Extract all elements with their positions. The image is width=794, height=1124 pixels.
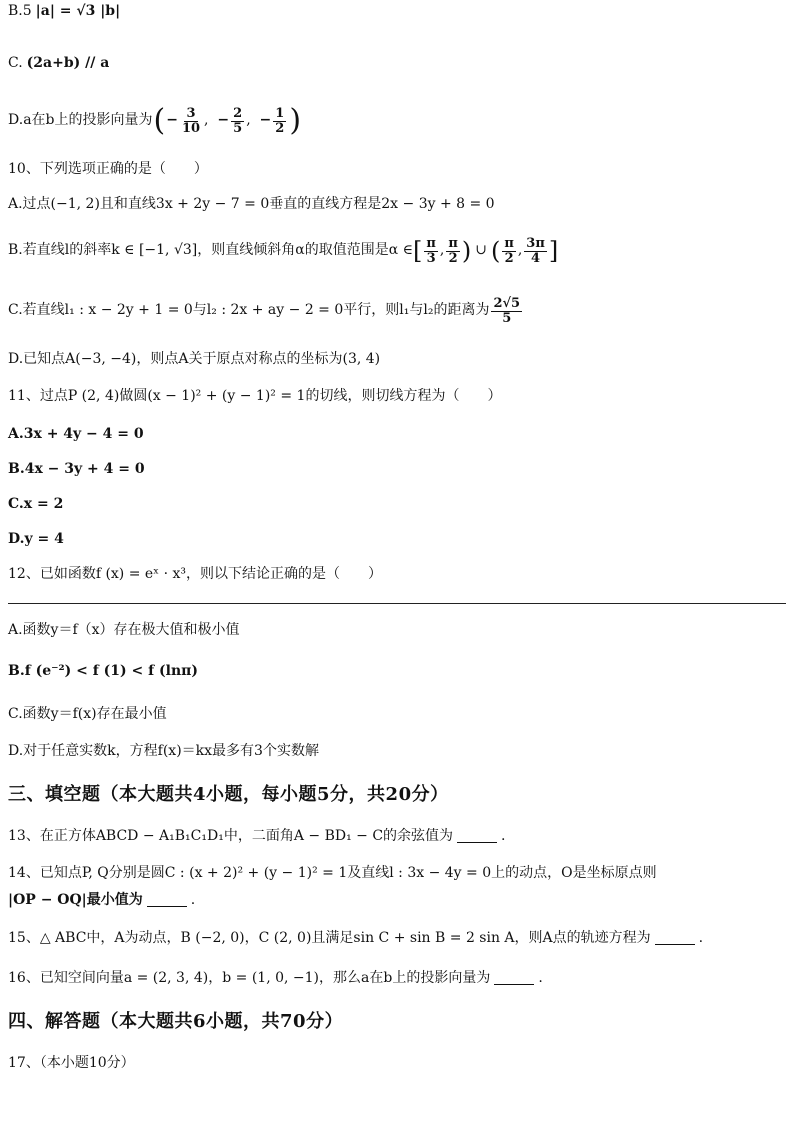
q10-option-d: [8, 352, 784, 367]
option-text: D.对于任意实数k，方程f(x)＝kx最多有3个实数解: [8, 743, 319, 759]
period: .: [501, 828, 506, 844]
question-text: 12、已如函数f (x) = eˣ · x³，则以下结论正确的是（ ）: [8, 566, 382, 582]
q12-option-c: [8, 707, 784, 722]
answer-blank[interactable]: [655, 932, 695, 945]
q10-option-a: [8, 197, 784, 212]
denominator: 5: [233, 120, 243, 136]
option-text: C.函数y＝f(x)存在最小值: [8, 706, 167, 722]
left-bracket: [: [412, 237, 423, 266]
minus-sign: −: [217, 112, 230, 129]
answer-blank[interactable]: [147, 894, 187, 907]
denominator: 5: [502, 310, 512, 326]
option-label: D.: [8, 112, 24, 129]
denominator: 2: [448, 250, 458, 266]
option-text: a在b上的投影向量为: [23, 112, 153, 129]
heading-text: 三、填空题（本大题共4小题，每小题5分，共20分）: [8, 784, 449, 805]
denominator: 4: [531, 250, 541, 266]
question-text: 14、已知点P, Q分别是圆C : (x + 2)² + (y − 1)² = 1及直线l : 3x − 4y = 0上的动点，O是坐标原点则: [8, 865, 657, 881]
fraction: [524, 237, 547, 265]
fraction: [446, 237, 460, 265]
option-text: C.若直线l₁ : x − 2y + 1 = 0与l₂ : 2x + ay − 2 = 0平行，则l₁与l₂的距离为: [8, 302, 490, 319]
q14-line2: [8, 893, 784, 908]
section-heading-fill-in: [8, 785, 784, 805]
q17: [8, 1056, 784, 1071]
numerator: π: [426, 236, 436, 251]
right-bracket: ]: [548, 237, 559, 266]
q10-option-c: [8, 297, 784, 325]
right-paren: ): [289, 103, 302, 138]
numerator: 2: [233, 105, 243, 121]
minus-sign: −: [166, 112, 178, 129]
q11-option-a: [8, 427, 784, 442]
heading-text: 四、解答题（本大题共6小题，共70分）: [8, 1011, 344, 1032]
numerator: π: [448, 236, 458, 251]
union-sign: ∪: [475, 242, 487, 259]
option-text: A.3x + 4y − 4 = 0: [8, 426, 144, 442]
question-text: 10、下列选项正确的是（ ）: [8, 161, 208, 177]
period: .: [538, 970, 543, 986]
option-text: D.已知点A(−3, −4)，则点A关于原点对称点的坐标为(3, 4): [8, 351, 381, 367]
numerator: π: [504, 236, 514, 251]
q11-option-c: [8, 497, 784, 512]
math-expr: |a| = √3 |b|: [35, 3, 121, 19]
period: .: [698, 930, 704, 946]
option-text: C.x = 2: [8, 496, 64, 512]
option-text: D.y = 4: [8, 531, 64, 547]
comma: ,: [439, 242, 445, 259]
comma: ,: [517, 242, 523, 259]
question-text: 17、（本小题10分）: [8, 1055, 135, 1071]
numerator: 3π: [526, 236, 545, 251]
divider-line: [8, 603, 786, 604]
question-text: 13、在正方体ABCD − A₁B₁C₁D₁中，二面角A − BD₁ − C的余弦值为: [8, 828, 454, 844]
fraction: [273, 107, 286, 135]
left-paren: (: [490, 237, 501, 266]
q11-option-b: [8, 462, 784, 477]
q9-option-c: [8, 56, 784, 71]
fraction: [231, 107, 244, 135]
q10-stem: [8, 162, 784, 177]
left-paren: (: [153, 103, 166, 138]
q12-stem: [8, 567, 784, 582]
comma: ,: [204, 112, 218, 129]
period: .: [190, 892, 196, 908]
numerator: 1: [275, 105, 285, 121]
option-text: A.过点(−1, 2)且和直线3x + 2y − 7 = 0垂直的直线方程是2x − 3y + 8 = 0: [8, 196, 495, 212]
right-paren: ): [461, 237, 472, 266]
math-expr: (2a+b) // a: [26, 55, 110, 71]
q11-option-d: [8, 532, 784, 547]
question-text: 16、已知空间向量a = (2, 3, 4)，b = (1, 0, −1)，那么a在b上的投影向量为: [8, 970, 491, 986]
question-text: 15、△ ABC中，A为动点，B (−2, 0)，C (2, 0)且满足sin C + sin B = 2 sin A，则A点的轨迹方程为: [8, 930, 651, 946]
q12-option-a: [8, 623, 784, 638]
minus-sign: −: [259, 112, 272, 129]
option-text: B.4x − 3y + 4 = 0: [8, 461, 145, 477]
denominator: 2: [275, 120, 285, 136]
q9-option-b: [8, 4, 784, 19]
numerator: 3: [186, 105, 196, 121]
comma: ,: [246, 112, 260, 129]
fraction: [424, 237, 438, 265]
q15: [8, 931, 784, 946]
option-text: B.若直线l的斜率k ∈ [−1, √3]，则直线倾斜角α的取值范围是α ∈: [8, 242, 413, 259]
fraction: [502, 237, 516, 265]
fraction: [180, 107, 202, 135]
q9-option-d: [8, 103, 784, 138]
q12-option-d: [8, 744, 784, 759]
question-text: |OP − OQ|最小值为: [8, 892, 143, 908]
q11-stem: [8, 389, 784, 404]
option-label: B.5: [8, 3, 32, 19]
denominator: 2: [504, 250, 514, 266]
q13: [8, 829, 784, 844]
question-text: 11、过点P (2, 4)做圆(x − 1)² + (y − 1)² = 1的切线，则切线方程为（ ）: [8, 388, 502, 404]
answer-blank[interactable]: [494, 972, 534, 985]
option-text: A.函数y＝f（x）存在极大值和极小值: [8, 622, 240, 638]
q10-option-b: [8, 237, 784, 265]
option-label: C.: [8, 55, 23, 71]
section-heading-solutions: [8, 1012, 784, 1032]
q14-line1: [8, 866, 784, 881]
denominator: 10: [181, 120, 201, 136]
fraction: [491, 297, 522, 325]
q12-option-b: [8, 664, 784, 679]
denominator: 3: [426, 250, 436, 266]
answer-blank[interactable]: [457, 830, 497, 843]
option-text: B.f (e⁻²) < f (1) < f (lnπ): [8, 663, 199, 679]
numerator: 2√5: [493, 296, 521, 311]
q16: [8, 971, 784, 986]
